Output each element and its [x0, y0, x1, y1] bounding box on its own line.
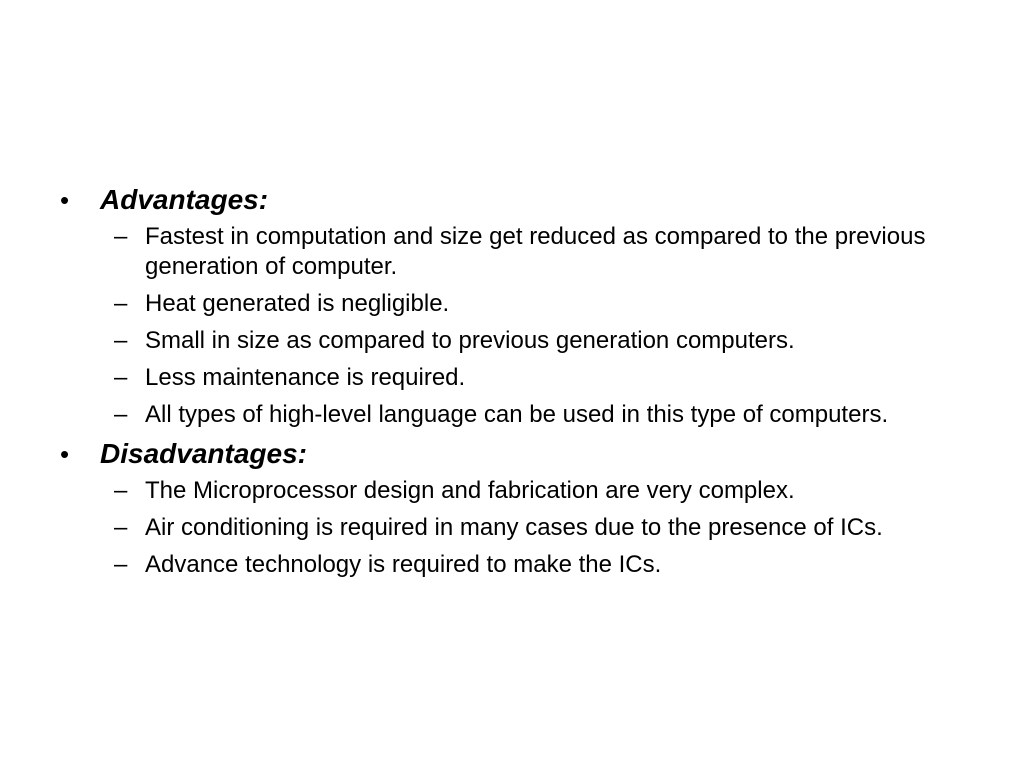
disadvantages-list — [60, 476, 970, 580]
dash-icon: – — [114, 477, 128, 504]
list-item-text: The Microprocessor design and fabrication are very complex. — [145, 477, 795, 504]
dash-icon: – — [114, 223, 128, 250]
dash-icon: – — [114, 514, 128, 541]
list-item-text: Advance technology is required to make the ICs. — [145, 551, 662, 578]
list-item-text: Small in size as compared to previous generation computers. — [145, 327, 795, 354]
disadvantages-heading: Disadvantages: — [100, 438, 307, 469]
list-item — [60, 513, 970, 543]
disadvantages-heading-row — [60, 434, 970, 474]
slide-content — [60, 180, 970, 580]
advantages-heading-row — [60, 180, 970, 220]
list-item-text: Fastest in computation and size get reduced as compared to the previous generation of computer. — [145, 223, 926, 280]
list-item-text: Heat generated is negligible. — [145, 290, 450, 317]
bullet-icon: • — [60, 439, 70, 469]
list-item-text: All types of high-level language can be used in this type of computers. — [145, 401, 889, 428]
dash-icon: – — [114, 364, 128, 391]
list-item — [60, 550, 970, 580]
list-item — [60, 289, 970, 319]
disadvantages-section — [60, 434, 970, 580]
dash-icon: – — [114, 401, 128, 428]
list-item — [60, 400, 970, 430]
advantages-heading: Advantages: — [100, 184, 269, 215]
bullet-icon: • — [60, 185, 70, 215]
advantages-list — [60, 222, 970, 430]
list-item — [60, 222, 970, 282]
list-item — [60, 476, 970, 506]
dash-icon: – — [114, 327, 128, 354]
list-item — [60, 363, 970, 393]
list-item-text: Air conditioning is required in many cases due to the presence of ICs. — [145, 514, 883, 541]
dash-icon: – — [114, 290, 128, 317]
advantages-section — [60, 180, 970, 430]
dash-icon: – — [114, 551, 128, 578]
list-item-text: Less maintenance is required. — [145, 364, 466, 391]
list-item — [60, 326, 970, 356]
